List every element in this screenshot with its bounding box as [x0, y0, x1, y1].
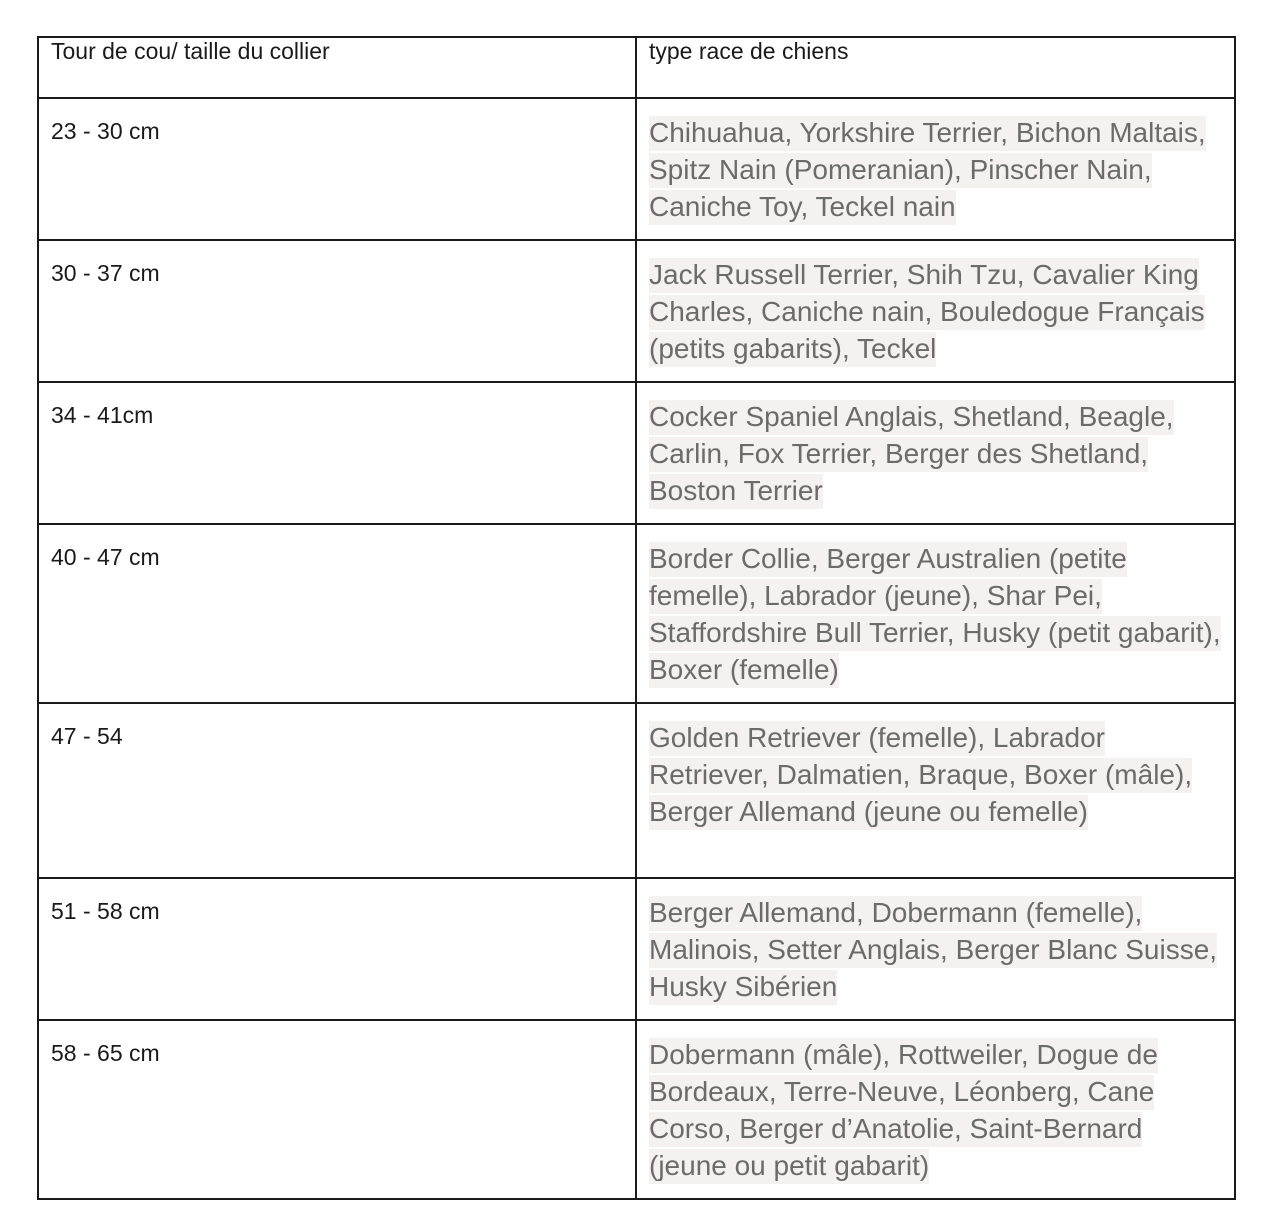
table-row [38, 98, 1235, 240]
size-cell: 51 - 58 cm [38, 878, 636, 1020]
breed-cell [636, 524, 1235, 703]
breed-list: Jack Russell Terrier, Shih Tzu, Cavalier King Charles, Caniche nain, Bouledogue Français (petits gabarits), Teckel [649, 258, 1205, 367]
breed-cell [636, 240, 1235, 382]
breed-cell [636, 98, 1235, 240]
table-row [38, 524, 1235, 703]
breed-list: Border Collie, Berger Australien (petite femelle), Labrador (jeune), Shar Pei, Staffordshire Bull Terrier, Husky (petit gabarit), Boxer (femelle) [649, 542, 1221, 688]
table-row [38, 240, 1235, 382]
breed-list: Chihuahua, Yorkshire Terrier, Bichon Maltais, Spitz Nain (Pomeranian), Pinscher Nain, Caniche Toy, Teckel nain [649, 116, 1206, 225]
table-row [38, 1020, 1235, 1199]
size-cell: 34 - 41cm [38, 382, 636, 524]
header-size: Tour de cou/ taille du collier [38, 37, 636, 98]
table-row [38, 382, 1235, 524]
table-row [38, 878, 1235, 1020]
breed-list: Golden Retriever (femelle), Labrador Retriever, Dalmatien, Braque, Boxer (mâle), Berger Allemand (jeune ou femelle) [649, 721, 1192, 830]
size-cell: 30 - 37 cm [38, 240, 636, 382]
breed-cell [636, 1020, 1235, 1199]
breed-list: Dobermann (mâle), Rottweiler, Dogue de Bordeaux, Terre-Neuve, Léonberg, Cane Corso, Berger d’Anatolie, Saint-Bernard (jeune ou petit gabarit) [649, 1038, 1158, 1184]
breed-list: Cocker Spaniel Anglais, Shetland, Beagle, Carlin, Fox Terrier, Berger des Shetland, Boston Terrier [649, 400, 1174, 509]
size-cell: 23 - 30 cm [38, 98, 636, 240]
breed-cell [636, 382, 1235, 524]
header-row [38, 37, 1235, 98]
header-breed: type race de chiens [636, 37, 1235, 98]
breed-cell [636, 878, 1235, 1020]
breed-list: Berger Allemand, Dobermann (femelle), Malinois, Setter Anglais, Berger Blanc Suisse, Husky Sibérien [649, 896, 1217, 1005]
size-cell: 47 - 54 [38, 703, 636, 878]
size-cell: 40 - 47 cm [38, 524, 636, 703]
breed-cell [636, 703, 1235, 878]
table-row [38, 703, 1235, 878]
collar-size-table [37, 36, 1236, 1200]
size-cell: 58 - 65 cm [38, 1020, 636, 1199]
